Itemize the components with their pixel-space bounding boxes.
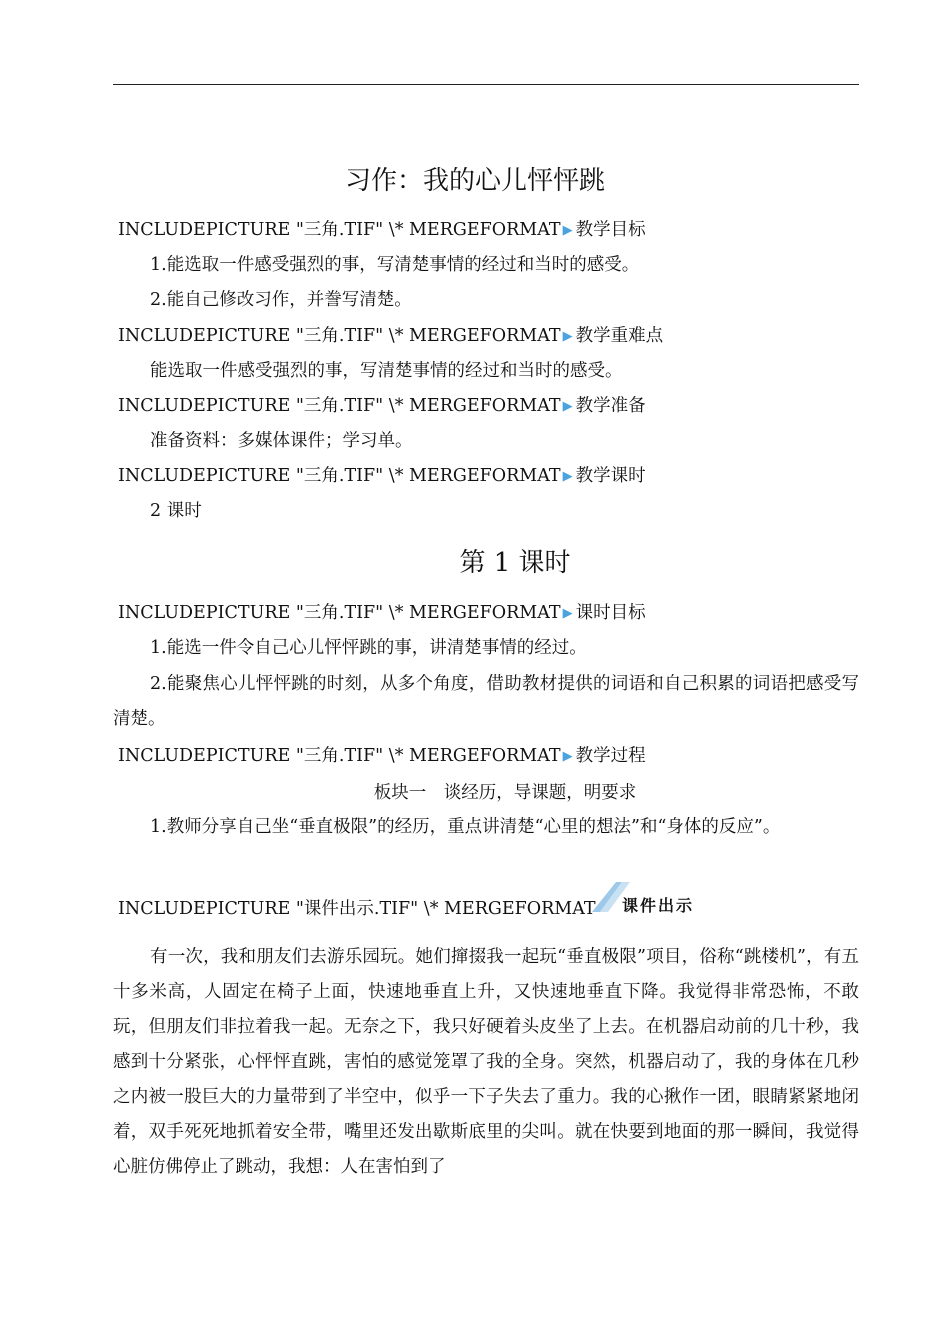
goal-item: 1.能选取一件感受强烈的事，写清楚事情的经过和当时的感受。 xyxy=(150,255,640,275)
field-code: INCLUDEPICTURE "三角.TIF" \* MERGEFORMAT xyxy=(118,603,561,623)
play-triangle-icon: ▶ xyxy=(562,469,573,484)
preparation-text: 准备资料：多媒体课件；学习单。 xyxy=(150,431,413,451)
field-code: INCLUDEPICTURE "三角.TIF" \* MERGEFORMAT xyxy=(118,396,561,416)
play-triangle-icon: ▶ xyxy=(562,749,573,764)
field-code: INCLUDEPICTURE "三角.TIF" \* MERGEFORMAT xyxy=(118,220,561,240)
courseware-field-code: INCLUDEPICTURE "课件出示.TIF" \* MERGEFORMAT xyxy=(118,899,596,919)
heading-lesson-goals xyxy=(118,601,646,627)
play-triangle-icon: ▶ xyxy=(562,399,573,414)
heading-key-points xyxy=(118,324,663,350)
heading-label: 教学过程 xyxy=(575,746,646,766)
class-hours-text: 2 课时 xyxy=(150,501,202,521)
field-code: INCLUDEPICTURE "三角.TIF" \* MERGEFORMAT xyxy=(118,466,561,486)
header-rule xyxy=(113,84,859,85)
play-triangle-icon: ▶ xyxy=(562,223,573,238)
courseware-badge-label: 课件出示 xyxy=(622,896,695,915)
heading-label: 课时目标 xyxy=(575,603,646,623)
heading-label: 教学课时 xyxy=(575,466,646,486)
field-code: INCLUDEPICTURE "三角.TIF" \* MERGEFORMAT xyxy=(118,326,561,346)
heading-teaching-process xyxy=(118,744,646,770)
key-points-text: 能选取一件感受强烈的事，写清楚事情的经过和当时的感受。 xyxy=(150,361,623,381)
story-paragraph: 有一次，我和朋友们去游乐园玩。她们撺掇我一起玩“垂直极限”项目，俗称“跳楼机”，有五十多米高，人固定在椅子上面，快速地垂直上升，又快速地垂直下降。我觉得非常恐怖，不敢玩，但朋友们非拉着我一起。无奈之下，我只好硬着头皮坐了上去。在机器启动前的几十秒，我感到十分紧张，心怦怦直跳，害怕的感觉笼罩了我的全身。突然，机器启动了，我的身体在几秒之内被一股巨大的力量带到了半空中，似乎一下子失去了重力。我的心揪作一团，眼睛紧紧地闭着，双手死死地抓着安全带，嘴里还发出歇斯底里的尖叫。就在快要到地面的那一瞬间，我觉得心脏仿佛停止了跳动，我想：人在害怕到了 xyxy=(113,947,859,1177)
field-code: INCLUDEPICTURE "三角.TIF" \* MERGEFORMAT xyxy=(118,746,561,766)
lesson-goal-item: 2.能聚焦心儿怦怦跳的时刻，从多个角度，借助教材提供的词语和自己积累的词语把感受写清楚。 xyxy=(113,674,859,729)
heading-label: 教学准备 xyxy=(575,396,646,416)
heading-label: 教学目标 xyxy=(575,220,646,240)
lesson-title: 第 1 课时 xyxy=(459,548,571,578)
step-text: 1.教师分享自己坐“垂直极限”的经历，重点讲清楚“心里的想法”和“身体的反应”。 xyxy=(150,817,781,837)
heading-teaching-goals xyxy=(118,218,646,244)
play-triangle-icon: ▶ xyxy=(562,329,573,344)
lesson-goal-item: 1.能选一件令自己心儿怦怦跳的事，讲清楚事情的经过。 xyxy=(150,638,587,658)
page-title: 习作：我的心儿怦怦跳 xyxy=(344,166,605,196)
heading-label: 教学重难点 xyxy=(575,326,664,346)
block-title: 板块一 谈经历，导课题，明要求 xyxy=(373,783,637,803)
play-triangle-icon: ▶ xyxy=(562,606,573,621)
heading-class-hours xyxy=(118,464,646,490)
goal-item: 2.能自己修改习作，并誊写清楚。 xyxy=(150,290,412,310)
heading-preparation xyxy=(118,394,646,420)
